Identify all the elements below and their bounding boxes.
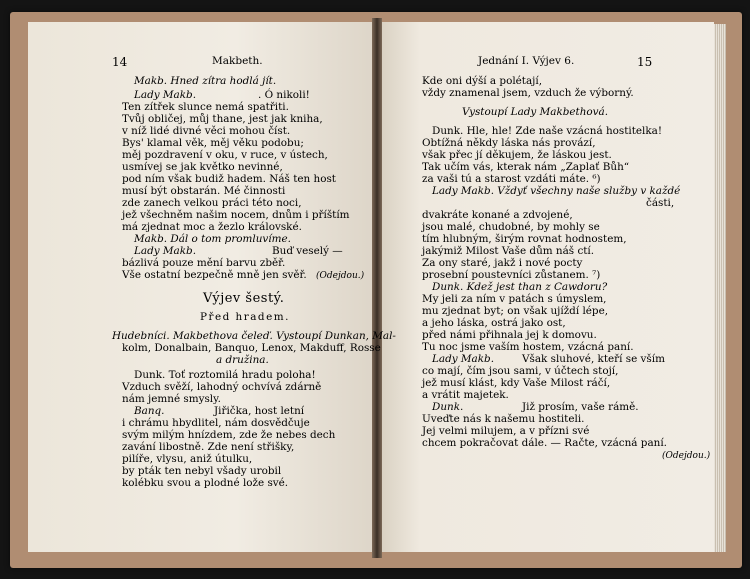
right-page-line: jakýmiž Milost Vaše dům náš ctí. bbox=[422, 245, 595, 257]
right-page-line: Již prosím, vaše rámě. bbox=[522, 401, 639, 413]
left-page-line: Výjev šestý. bbox=[203, 291, 285, 306]
left-page-line: kolm, Donalbain, Banquo, Lenox, Makduff, Rosse bbox=[122, 342, 381, 354]
right-page-line: vždy znamenal jsem, vzduch že výborný. bbox=[422, 87, 634, 99]
left-page-line: i chrámu hbydlitel, nám dosvědčuje bbox=[122, 417, 310, 429]
left-page-line: Tvůj obličej, můj thane, jest jak kniha, bbox=[122, 113, 323, 125]
left-page-line: usmívej se jak květko nevinné, bbox=[122, 161, 283, 173]
left-page-line: Makb. Dál o tom promluvíme. bbox=[134, 233, 291, 245]
left-page-line: pilíře, vlysu, aniž útulku, bbox=[122, 453, 253, 465]
left-page-line: a družina. bbox=[216, 354, 269, 366]
left-page-line: Dunk. Toť roztomilá hradu poloha! bbox=[134, 369, 316, 381]
left-page-line: Lady Makb. bbox=[134, 89, 197, 101]
left-page-line: . Ó nikoli! bbox=[258, 89, 310, 101]
left-page-line: Jiřička, host letní bbox=[214, 405, 305, 417]
right-page-line: My jeli za ním v patách s úmyslem, bbox=[422, 293, 607, 305]
left-page-line: Lady Makb. bbox=[134, 245, 197, 257]
left-page-line: měj pozdravení v oku, v ruce, v ústech, bbox=[122, 149, 328, 161]
right-page-line: Dunk. Hle, hle! Zde naše vzácná hostitelka! bbox=[432, 125, 663, 137]
left-page-line: pod ním však budiž hadem. Náš ten host bbox=[122, 173, 336, 185]
right-page-line: a jeho láska, ostrá jako ost, bbox=[422, 317, 566, 329]
right-page-line: části, bbox=[646, 197, 675, 209]
right-page-line: dvakráte konané a zdvojené, bbox=[422, 209, 573, 221]
right-page-line: a vrátit majetek. bbox=[422, 389, 509, 401]
right-page-line: jež musí klást, kdy Vaše Milost ráčí, bbox=[422, 377, 611, 389]
left-page-line: má zjednat moc a žezlo královské. bbox=[122, 221, 302, 233]
right-page-line: Kde oni dýší a polétají, bbox=[422, 75, 543, 87]
left-page-line: Banq. bbox=[134, 405, 165, 417]
right-page-line: chcem pokračovat dále. — Račte, vzácná paní. bbox=[422, 437, 667, 449]
right-page-line: Však sluhové, kteří se vším bbox=[522, 353, 665, 365]
right-page-line: jsou malé, chudobné, by mohly se bbox=[422, 221, 600, 233]
left-page-line: musí být obstarán. Mé činnosti bbox=[122, 185, 286, 197]
right-page-line: prosební poustevníci zůstanem. ⁷) bbox=[422, 269, 601, 281]
left-page-line: (Odejdou.) bbox=[316, 271, 365, 281]
right-running-head: Jednání I. Výjev 6. bbox=[478, 55, 575, 67]
left-page-line: Buď veselý — bbox=[272, 245, 343, 257]
right-page-line: Tak učím vás, kterak nám „Zaplať Bůh“ bbox=[422, 161, 630, 173]
right-page-line: Lady Makb. Vždyť všechny naše služby v každé bbox=[432, 185, 681, 197]
left-running-head: Makbeth. bbox=[212, 55, 263, 67]
left-page-line: Vzduch svěží, lahodný ochvívá zdárně bbox=[122, 381, 322, 393]
right-page-line: tím hlubným, širým rovnat hodnostem, bbox=[422, 233, 627, 245]
left-page-line: Bys' klamal věk, měj věku podobu; bbox=[122, 137, 304, 149]
book-gutter bbox=[372, 18, 382, 558]
left-page-line: zde zanech velkou práci této noci, bbox=[122, 197, 302, 209]
left-page-line: Hudebníci. Makbethova čeleď. Vystoupí Dunkan, Mal- bbox=[112, 330, 396, 342]
right-page-line: co mají, čím jsou sami, v účtech stojí, bbox=[422, 365, 619, 377]
right-page-line: Lady Makb. bbox=[432, 353, 495, 365]
left-page-line: zavání libostně. Zde není střišky, bbox=[122, 441, 295, 453]
right-page-line: (Odejdou.) bbox=[662, 451, 711, 461]
left-page-line: by pták ten nebyl všady urobil bbox=[122, 465, 282, 477]
left-page-line: bázlivá pouze mění barvu zběř. bbox=[122, 257, 286, 269]
right-page-line: Vystoupí Lady Makbethová. bbox=[462, 106, 609, 118]
right-page-line: Dunk. bbox=[432, 401, 464, 413]
left-page-line: Vše ostatní bezpečně mně jen svěř. bbox=[122, 269, 307, 281]
right-page-line: Tu noc jsme vaším hostem, vzácná paní. bbox=[422, 341, 634, 353]
right-page-line: Dunk. Kdež jest than z Cawdoru? bbox=[432, 281, 608, 293]
left-page-line: Ten zítřek slunce nemá spatřiti. bbox=[122, 101, 289, 113]
right-page-line: za vaši tú a starost vzdáti máte. ⁶) bbox=[422, 173, 601, 185]
right-page-line: mu zjednat byt; on však ujíždí lépe, bbox=[422, 305, 609, 317]
left-page-line: Makb. Hned zítra hodlá jít. bbox=[134, 75, 277, 87]
right-page-number: 15 bbox=[637, 55, 653, 69]
left-page-number: 14 bbox=[112, 55, 128, 69]
left-page-line: jež všechněm našim nocem, dnům i příštím bbox=[122, 209, 350, 221]
left-page-line: svým milým hnízdem, zde že nebes dech bbox=[122, 429, 336, 441]
left-page-line: Před hradem. bbox=[200, 311, 290, 323]
left-page-line: v níž lidé divné věci mohou číst. bbox=[122, 125, 291, 137]
page-edges bbox=[714, 24, 726, 552]
right-page-line: však přec jí děkujem, že láskou jest. bbox=[422, 149, 612, 161]
right-page-line: Za ony staré, jakž i nové pocty bbox=[422, 257, 583, 269]
right-page-line: Obtížná někdy láska nás provází, bbox=[422, 137, 596, 149]
right-page-line: před námi přihnala jej k domovu. bbox=[422, 329, 597, 341]
left-page-line: nám jemné smysly. bbox=[122, 393, 221, 405]
right-page-line: Uveďte nás k našemu hostiteli. bbox=[422, 413, 585, 425]
right-page-line: Jej velmi milujem, a v přízni své bbox=[422, 425, 590, 437]
left-page-line: kolébku svou a plodné lože své. bbox=[122, 477, 289, 489]
